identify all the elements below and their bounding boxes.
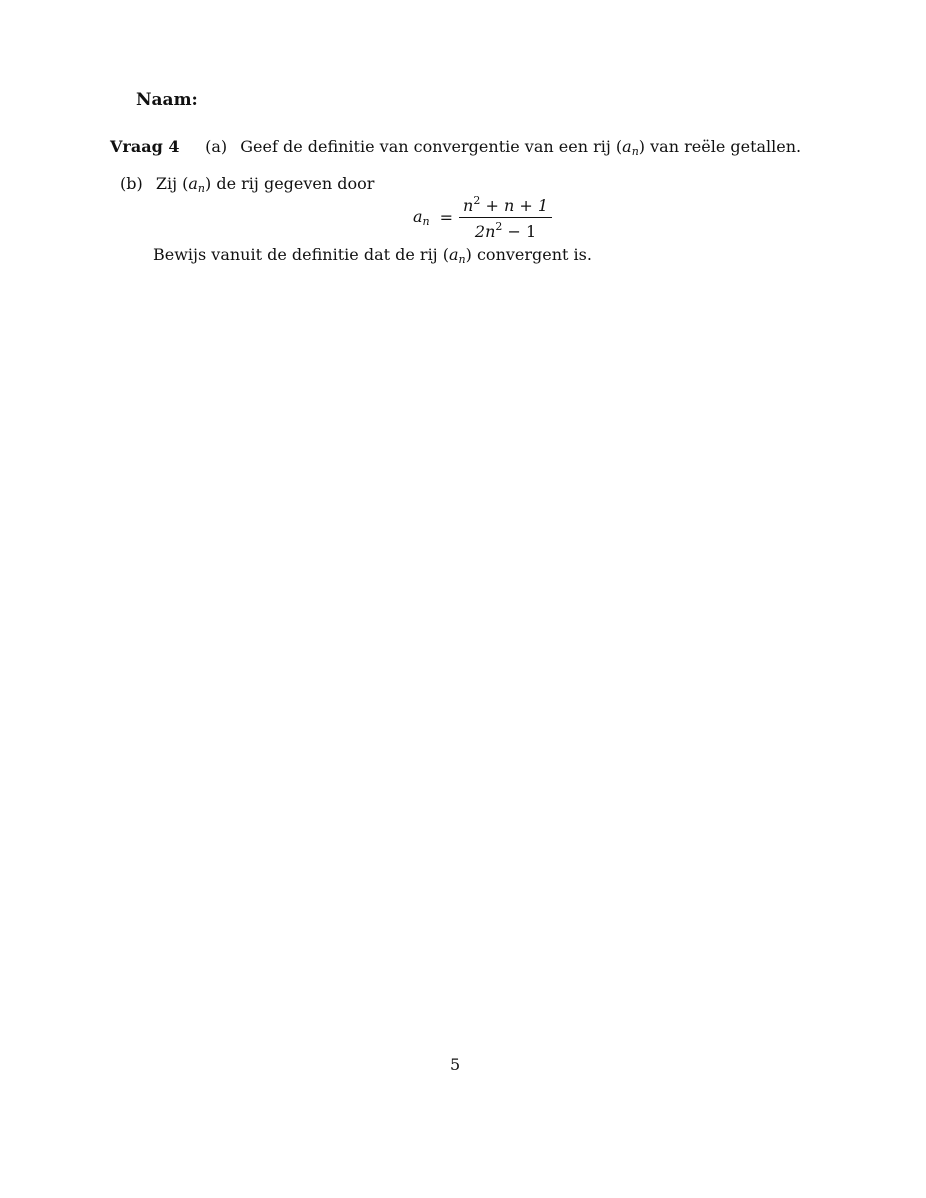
formula-equals: = xyxy=(439,208,454,227)
sequence-index: n xyxy=(197,182,206,195)
paren-open: ( xyxy=(442,245,449,264)
paren-close: ) xyxy=(465,245,472,264)
formula-numerator xyxy=(459,194,552,218)
formula-lhs xyxy=(413,207,430,228)
sequence-formula xyxy=(413,194,552,241)
question-4-part-a xyxy=(110,137,801,158)
paren-close: ) xyxy=(205,174,212,193)
sequence-symbol: a xyxy=(448,245,459,264)
formula-lhs-symbol: a xyxy=(413,207,423,226)
paren-open: ( xyxy=(615,137,623,156)
paren-open: ( xyxy=(182,174,189,193)
sequence-symbol: a xyxy=(622,137,632,156)
sequence-index: n xyxy=(458,253,466,266)
proof-text-before: Bewijs vanuit de definitie dat de rij xyxy=(153,245,438,264)
denominator-base: 2n xyxy=(474,222,496,241)
part-b-marker: (b) xyxy=(120,174,143,193)
proof-sequence xyxy=(443,245,472,264)
sequence-index: n xyxy=(631,145,639,158)
part-a-text-before: Geef de definitie van convergentie van een rij xyxy=(240,137,611,156)
numerator-power: 2 xyxy=(473,194,481,207)
part-b-sequence xyxy=(182,174,211,193)
paren-close: ) xyxy=(638,137,646,156)
part-b-text-after: de rij gegeven door xyxy=(216,174,375,193)
question-4-part-b xyxy=(120,174,374,195)
formula-fraction xyxy=(459,194,552,241)
numerator-base: n xyxy=(463,196,474,215)
formula-denominator xyxy=(471,218,540,241)
part-b-text-before: Zij xyxy=(155,174,178,193)
part-a-text-after: van reële getallen. xyxy=(650,137,802,156)
part-a-sequence xyxy=(616,137,645,156)
numerator-rest: + n + 1 xyxy=(480,196,548,215)
part-a-marker: (a) xyxy=(205,137,228,156)
name-label: Naam: xyxy=(136,90,198,110)
denominator-rest: − 1 xyxy=(502,222,537,241)
formula-lhs-index: n xyxy=(422,215,430,228)
denominator-power: 2 xyxy=(495,220,503,233)
proof-text-after: convergent is. xyxy=(476,245,592,264)
sequence-symbol: a xyxy=(188,174,198,193)
page-number: 5 xyxy=(450,1055,461,1074)
question-label: Vraag 4 xyxy=(110,137,180,156)
proof-instruction xyxy=(153,245,592,266)
